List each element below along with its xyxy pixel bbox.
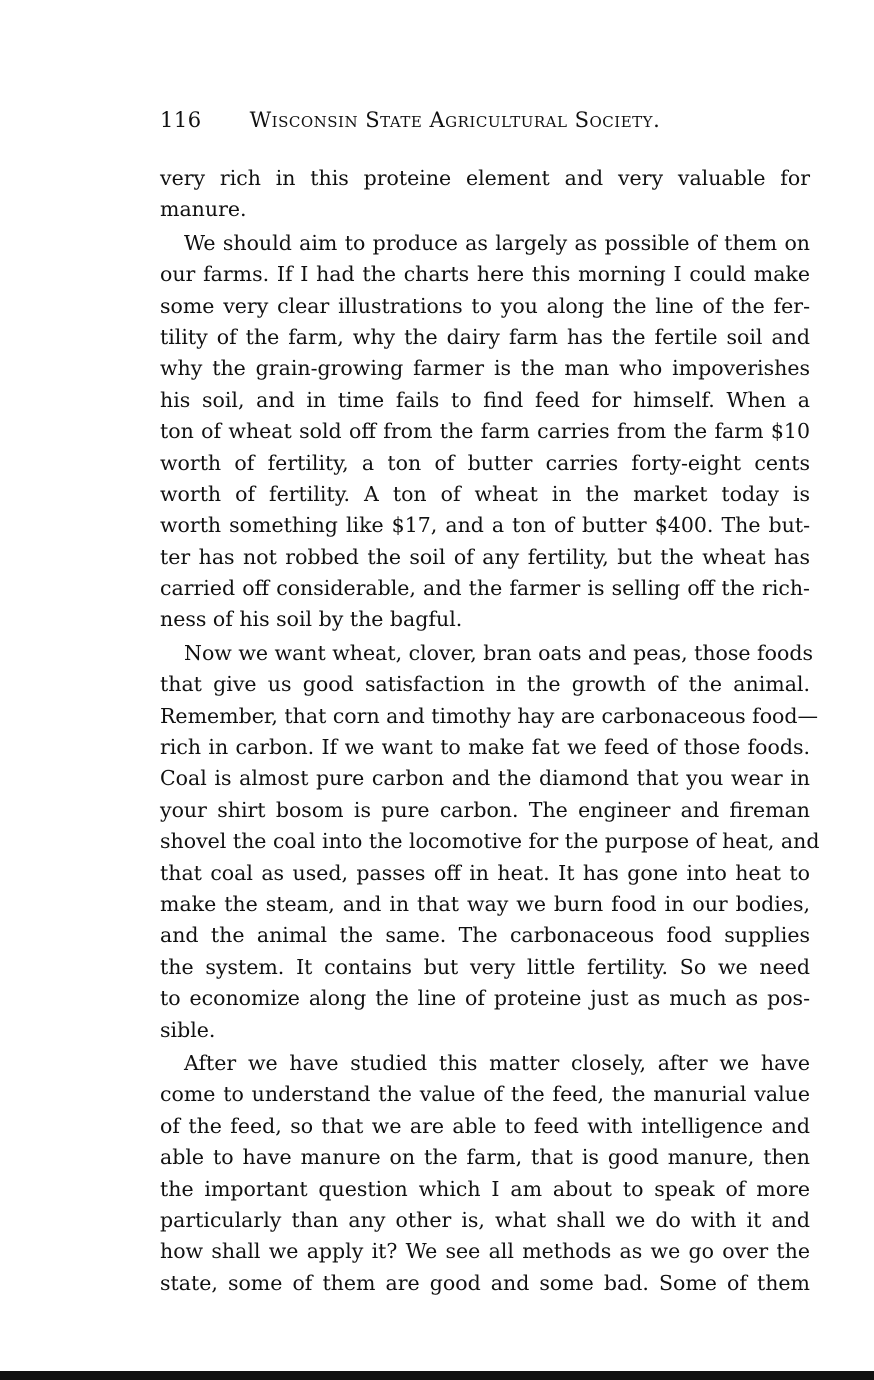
text-line: ness of his soil by the bagful. <box>160 607 463 632</box>
text-line: worth of fertility. A ton of wheat in the market today is <box>160 481 810 506</box>
text-line: some very clear illustrations to you along the line of the fer- <box>160 293 810 318</box>
running-title: Wisconsin State Agricultural Society. <box>249 108 661 132</box>
text-line: carried off considerable, and the farmer is selling off the rich- <box>160 576 810 601</box>
text-line: state, some of them are good and some bad. Some of them <box>160 1270 810 1295</box>
text-line: Now we want wheat, clover, bran oats and peas, those foods <box>184 640 813 665</box>
text-line: ter has not robbed the soil of any fertility, but the wheat has <box>160 544 810 569</box>
text-line: We should aim to produce as largely as possible of them on <box>184 230 810 255</box>
text-line: Remember, that corn and timothy hay are carbonaceous food— <box>160 703 819 728</box>
text-line: sible. <box>160 1017 216 1042</box>
text-line: worth of fertility, a ton of butter carries forty-eight cents <box>160 450 810 475</box>
text-line: of the feed, so that we are able to feed with intelligence and <box>160 1113 810 1138</box>
text-line: the important question which I am about to speak of more <box>160 1176 810 1201</box>
text-line: shovel the coal into the locomotive for the purpose of heat, and <box>160 829 820 854</box>
text-line: After we have studied this matter closely, after we have <box>184 1050 810 1075</box>
text-line: that give us good satisfaction in the growth of the animal. <box>160 672 810 697</box>
text-line: particularly than any other is, what shall we do with it and <box>160 1207 810 1232</box>
text-line: his soil, and in time fails to find feed for himself. When a <box>160 387 810 412</box>
text-line: Coal is almost pure carbon and the diamond that you wear in <box>160 766 810 791</box>
page-number: 116 <box>160 108 202 132</box>
text-line: come to understand the value of the feed, the manurial value <box>160 1082 810 1107</box>
text-line: rich in carbon. If we want to make fat we feed of those foods. <box>160 735 810 760</box>
text-line: ton of wheat sold off from the farm carries from the farm $10 <box>160 419 810 444</box>
text-line: that coal as used, passes off in heat. It has gone into heat to <box>160 860 810 885</box>
text-line: our farms. If I had the charts here this morning I could make <box>160 262 810 287</box>
text-line: your shirt bosom is pure carbon. The engineer and fireman <box>160 797 810 822</box>
text-line: able to have manure on the farm, that is good manure, then <box>160 1145 810 1170</box>
text-line: to economize along the line of proteine just as much as pos- <box>160 986 810 1011</box>
text-line: manure. <box>160 197 247 222</box>
text-line: how shall we apply it? We see all methods as we go over the <box>160 1239 810 1264</box>
running-head <box>160 108 810 138</box>
body-text <box>160 163 820 1299</box>
text-line: make the steam, and in that way we burn food in our bodies, <box>160 891 810 916</box>
text-line: worth something like $17, and a ton of butter $400. The but- <box>160 513 810 538</box>
text-line: tility of the farm, why the dairy farm has the fertile soil and <box>160 324 810 349</box>
text-line: very rich in this proteine element and very valuable for <box>160 166 810 190</box>
scan-bottom-border <box>0 1371 874 1380</box>
text-line: and the animal the same. The carbonaceous food supplies <box>160 923 810 948</box>
text-line: the system. It contains but very little fertility. So we need <box>160 954 810 979</box>
text-line: why the grain-growing farmer is the man who impoverishes <box>160 356 810 381</box>
